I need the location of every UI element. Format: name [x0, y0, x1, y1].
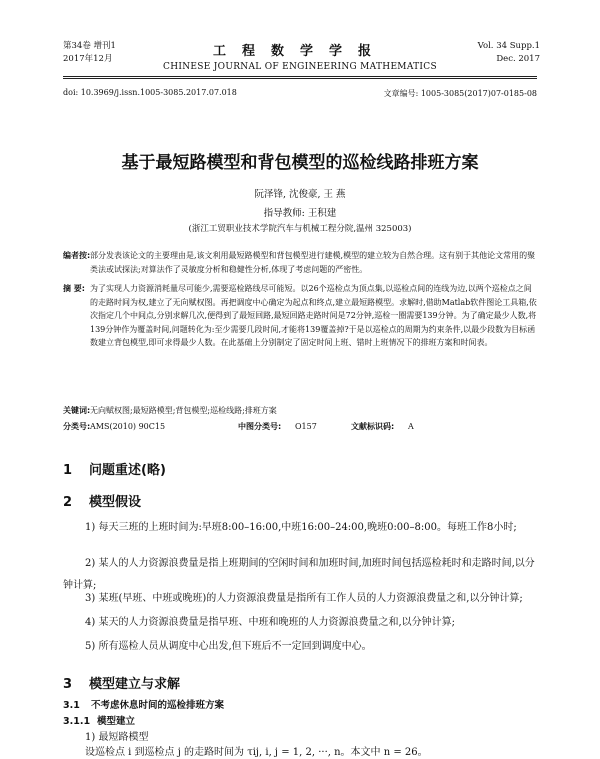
- section-3-number: 3: [63, 677, 73, 692]
- header-volume: [63, 40, 116, 66]
- keywords-text: 无向赋权图;最短路模型;背包模型;巡检线路;排班方案: [90, 406, 277, 415]
- subsection-3-1-1: [63, 713, 135, 727]
- journal-title-cn: 工程数学学报: [212, 44, 387, 59]
- doc-code-value: A: [408, 422, 414, 431]
- section-2-heading: [63, 491, 141, 510]
- assumption-5: 5) 所有巡检人员从调度中心出发,但下班后不一定回到调度中心。: [85, 641, 372, 652]
- volume-en: Vol. 34 Supp.1: [477, 41, 540, 51]
- abstract-text: 为了实现人力资源消耗量尽可能少,需要巡检路线尽可能短。以26个巡检点为顶点集,以巡检点间的连线为边,以两个巡检点之间的走路时间为权,建立了无向赋权图。再把调度中心确定为起点和终点,建立最短路模型。求解时,借助Matlab软件图论工具箱,依次指定几个中间点,分别求解几次,便得到了最短回路,最短回路走路时间是72分钟,巡检一圈需要139分钟。为了确定最少人数,将139分钟作为覆盖时间,问题转化为:至少需要几段时间,才能将139覆盖掉?于是以巡检点的周期为约束条件,以最少段数为目标函数建立背包模型,即可求得最少人数。在此基础上分别制定了固定时间上班、错时上班情况下的排班方案和时间表。: [90, 284, 537, 347]
- editor-note-text: 部分发表该论文的主要理由是,该文利用最短路模型和背包模型进行建模,模型的建立较为自然合理。这有别于其他论文常用的聚类法或试探法;对算法作了灵敏度分析和稳健性分析,体现了考虑问题的严密性。: [90, 251, 536, 274]
- publication-date: 2017年12月: [63, 54, 113, 64]
- header-volume-en: [440, 40, 540, 66]
- walking-time-definition: 设巡检点 i 到巡检点 j 的走路时间为 τij, i, j = 1, 2, ···, n。本文中 n = 26。: [85, 747, 428, 758]
- section-1-heading: [63, 459, 166, 478]
- subsection-3-1-number: 3.1: [63, 700, 80, 711]
- abstract-label: 摘 要:: [63, 284, 85, 293]
- keywords: [63, 404, 537, 418]
- ams-code: AMS(2010) 90C15: [90, 422, 166, 431]
- editor-note-label: 编者按:: [63, 251, 91, 260]
- model-item-1: 1) 最短路模型: [85, 732, 149, 743]
- article-number: 文章编号: 1005-3085(2017)07-0185-08: [383, 89, 537, 98]
- doc-code-label: 文献标识码:: [351, 422, 395, 431]
- journal-title-en: CHINESE JOURNAL OF ENGINEERING MATHEMATICS: [163, 62, 437, 72]
- header-rule: [63, 76, 537, 77]
- doi: doi: 10.3969/j.issn.1005-3085.2017.07.018: [63, 88, 237, 97]
- date-en: Dec. 2017: [496, 54, 540, 64]
- header-rule-thin: [63, 78, 537, 79]
- classification: [63, 420, 537, 434]
- classification-label: 分类号:: [63, 422, 91, 431]
- subsection-3-1-title: 不考虑休息时间的巡检排班方案: [91, 700, 225, 711]
- subsection-3-1-1-number: 3.1.1: [63, 716, 91, 727]
- clc-value: O157: [295, 422, 317, 431]
- advisor: 指导教师: 王积建: [263, 208, 337, 219]
- volume-issue: 第34卷 增刊1: [63, 41, 116, 51]
- clc-label: 中图分类号:: [238, 422, 282, 431]
- section-2-title: 模型假设: [89, 495, 142, 510]
- section-1-number: 1: [63, 463, 73, 478]
- assumption-1: 1) 每天三班的上班时间为:早班8:00–16:00,中班16:00–24:00,晚班0:00–8:00。每班工作8小时;: [85, 522, 517, 533]
- assumption-2: 2) 某人的人力资源浪费量是指上班期间的空闲时间和加班时间,加班时间包括巡检耗时和走路时间,以分钟计算;: [63, 558, 535, 591]
- subsection-3-1: [63, 697, 224, 711]
- subsection-3-1-1-title: 模型建立: [97, 716, 136, 727]
- authors: 阮泽锋, 沈俊豪, 王 燕: [254, 189, 346, 200]
- section-2-number: 2: [63, 495, 73, 510]
- affiliation: (浙江工贸职业技术学院汽车与机械工程分院,温州 325003): [188, 224, 412, 234]
- section-3-heading: [63, 673, 180, 692]
- paper-title: 基于最短路模型和背包模型的巡检线路排班方案: [121, 153, 479, 173]
- editor-note: [63, 249, 537, 276]
- abstract: [63, 282, 537, 350]
- section-1-title: 问题重述(略): [89, 463, 166, 478]
- section-3-title: 模型建立与求解: [89, 677, 181, 692]
- assumption-4: 4) 某天的人力资源浪费量是指早班、中班和晚班的人力资源浪费量之和,以分钟计算;: [85, 617, 455, 628]
- keywords-label: 关键词:: [63, 406, 91, 415]
- assumption-3: 3) 某班(早班、中班或晚班)的人力资源浪费量是指所有工作人员的人力资源浪费量之和,以分钟计算;: [85, 593, 523, 604]
